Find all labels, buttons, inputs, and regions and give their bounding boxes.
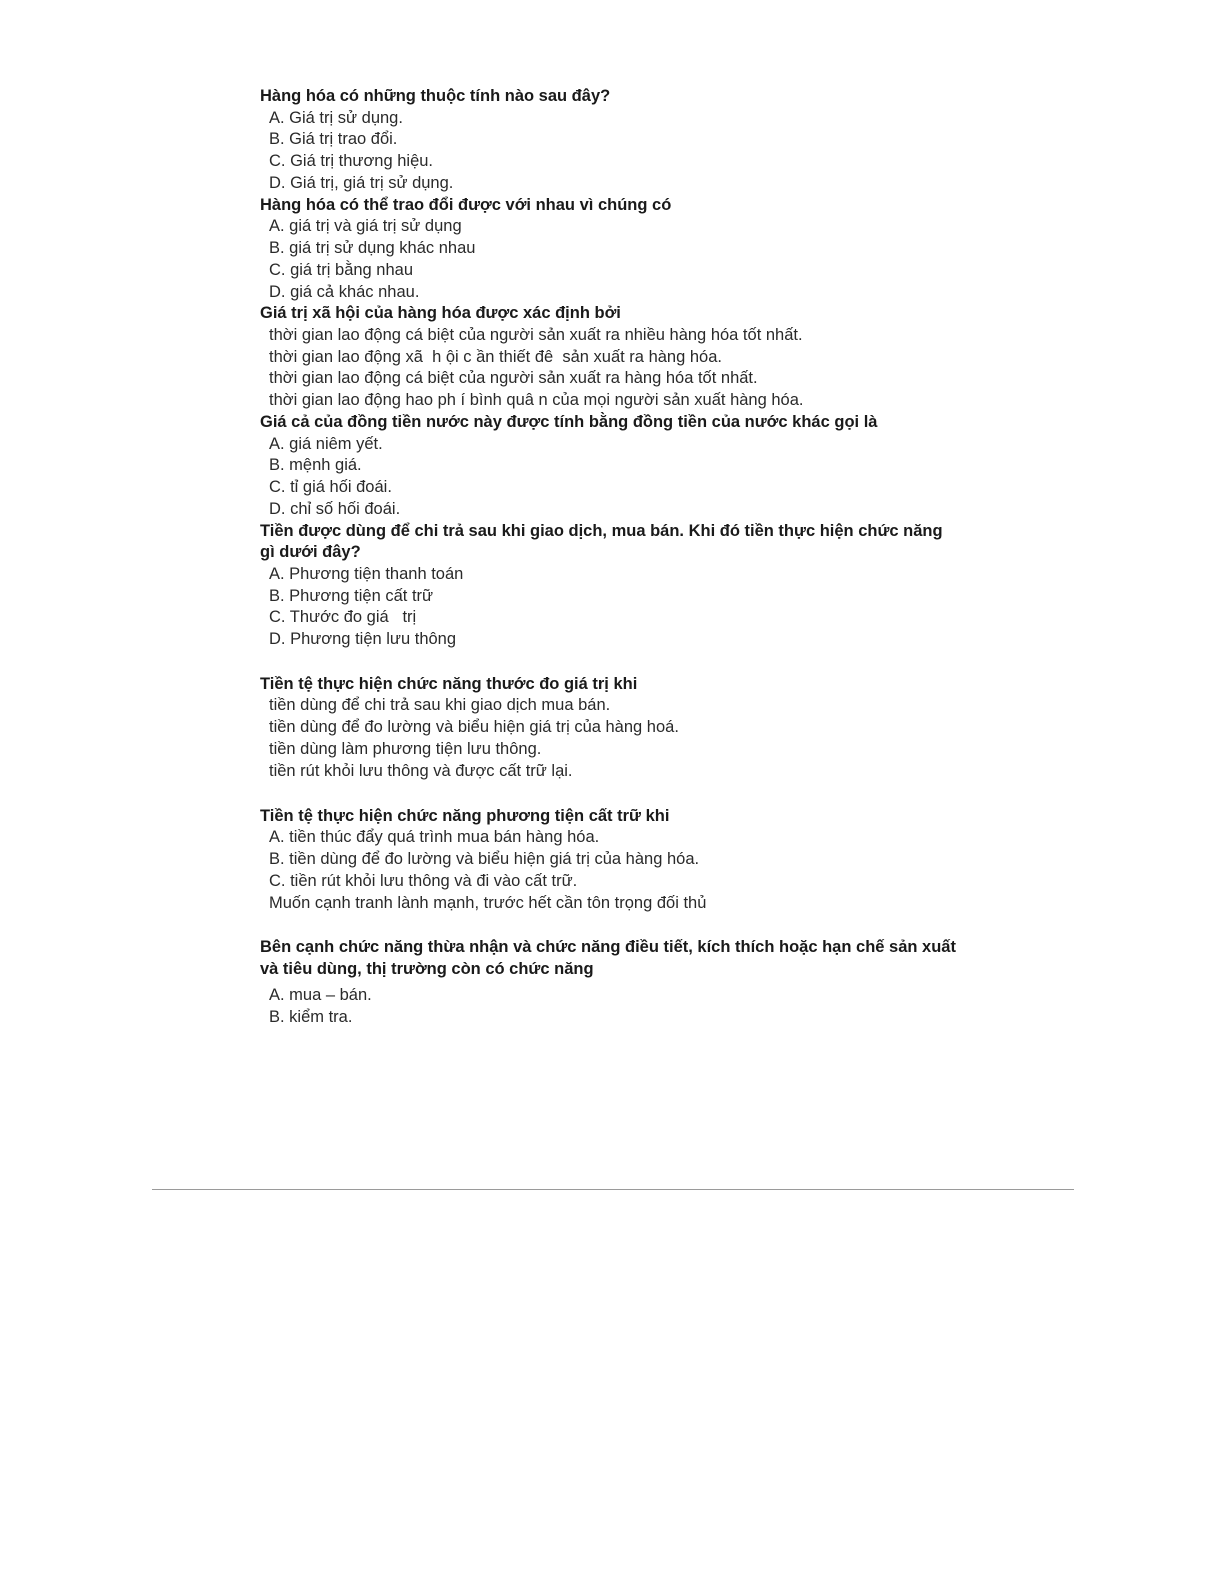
- answer-option: B. Phương tiện cất trữ: [269, 586, 434, 605]
- answer-option: B. mệnh giá.: [269, 456, 362, 475]
- question-8: [260, 937, 980, 1029]
- question-title: Giá cả của đồng tiền nước này được tính bằng đồng tiền của nước khác gọi là: [260, 413, 878, 432]
- answer-option: tiền dùng làm phương tiện lưu thông.: [269, 740, 542, 759]
- question-4: [260, 412, 980, 521]
- question-title: Hàng hóa có thể trao đổi được với nhau vì chúng có: [260, 195, 672, 214]
- answer-option: C. Giá trị thương hiệu.: [269, 152, 434, 171]
- answer-option: A. Phương tiện thanh toán: [269, 564, 464, 583]
- question-title: Tiền được dùng để chi trả sau khi giao dịch, mua bán. Khi đó tiền thực hiện chức năng: [260, 521, 943, 540]
- answer-option: D. Phương tiện lưu thông: [269, 630, 457, 649]
- question-7: [260, 806, 980, 915]
- answer-option: A. mua – bán.: [269, 986, 372, 1005]
- answer-option: Muốn cạnh tranh lành mạnh, trước hết cần tôn trọng đối thủ: [269, 893, 707, 912]
- answer-option: thời gian lao động xã h ội c ần thiết đê sản xuất ra hàng hóa.: [269, 347, 722, 366]
- answer-option: thời gian lao động cá biệt của người sản xuất ra hàng hóa tốt nhất.: [269, 369, 758, 388]
- question-title: Bên cạnh chức năng thừa nhận và chức năng điều tiết, kích thích hoặc hạn chế sản xuất: [260, 938, 956, 957]
- answer-option: C. Thước đo giá trị: [269, 608, 417, 627]
- answer-option: tiền dùng để đo lường và biểu hiện giá trị của hàng hoá.: [269, 718, 679, 737]
- answer-option: A. tiền thúc đẩy quá trình mua bán hàng hóa.: [269, 828, 600, 847]
- answer-option: D. giá cả khác nhau.: [269, 282, 420, 301]
- answer-option: C. tiền rút khỏi lưu thông và đi vào cất trữ.: [269, 871, 578, 890]
- spacer: [260, 914, 980, 937]
- answer-option: B. kiểm tra.: [269, 1008, 353, 1027]
- answer-option: A. giá niêm yết.: [269, 434, 383, 453]
- question-title-continued: và tiêu dùng, thị trường còn có chức năng: [260, 959, 594, 978]
- page-divider: [152, 1189, 1074, 1190]
- question-title: Giá trị xã hội của hàng hóa được xác định bởi: [260, 304, 621, 323]
- question-title: Hàng hóa có những thuộc tính nào sau đây?: [260, 87, 611, 105]
- answer-option: thời gian lao động cá biệt của người sản xuất ra nhiều hàng hóa tốt nhất.: [269, 325, 803, 344]
- question-6: [260, 674, 980, 783]
- answer-option: B. tiền dùng để đo lường và biểu hiện giá trị của hàng hóa.: [269, 849, 700, 868]
- answer-option: B. giá trị sử dụng khác nhau: [269, 238, 476, 257]
- spacer: [260, 783, 980, 806]
- spacer: [260, 651, 980, 674]
- question-title-continued: gì dưới đây?: [260, 543, 361, 562]
- question-5: [260, 521, 980, 651]
- answer-option: D. chỉ số hối đoái.: [269, 499, 401, 518]
- question-2: [260, 195, 980, 304]
- question-title: Tiền tệ thực hiện chức năng thước đo giá trị khi: [260, 674, 638, 693]
- answer-option: thời gian lao động hao ph í bình quâ n của mọi người sản xuất hàng hóa.: [269, 391, 804, 410]
- question-3: [260, 303, 980, 412]
- answer-option: D. Giá trị, giá trị sử dụng.: [269, 173, 454, 192]
- answer-option: C. giá trị bằng nhau: [269, 260, 414, 279]
- answer-option: C. tỉ giá hối đoái.: [269, 478, 392, 497]
- answer-option: B. Giá trị trao đổi.: [269, 130, 398, 149]
- question-title: Tiền tệ thực hiện chức năng phương tiện cất trữ khi: [260, 806, 670, 825]
- question-1: [260, 86, 980, 195]
- answer-option: tiền dùng để chi trả sau khi giao dịch mua bán.: [269, 696, 611, 715]
- answer-option: tiền rút khỏi lưu thông và được cất trữ lại.: [269, 761, 573, 780]
- question-list: [260, 86, 980, 1029]
- answer-option: A. Giá trị sử dụng.: [269, 108, 403, 127]
- answer-option: A. giá trị và giá trị sử dụng: [269, 217, 462, 236]
